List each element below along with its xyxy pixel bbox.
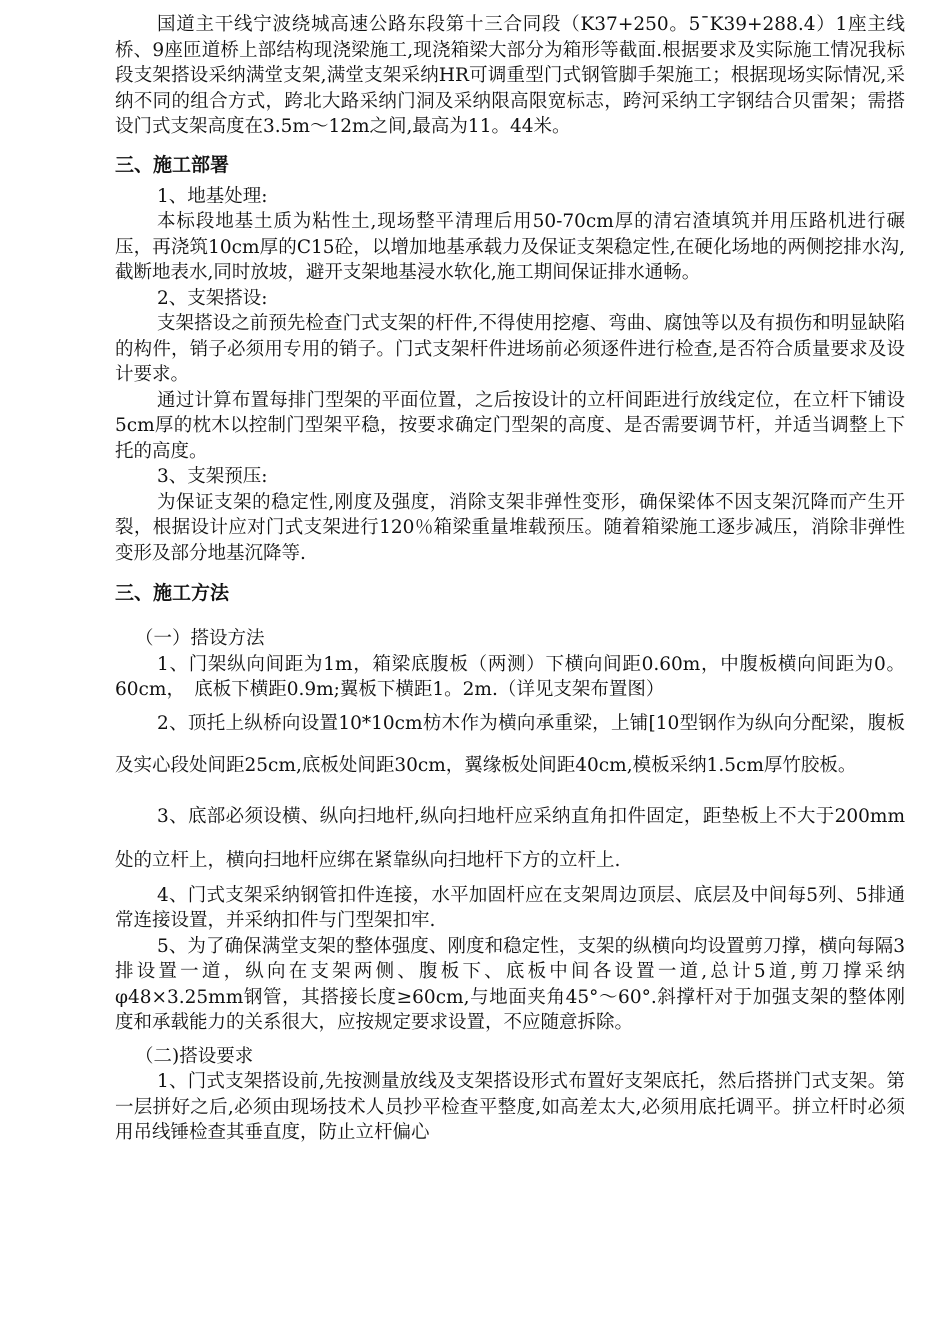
document-page	[115, 12, 905, 1146]
method-item-4: 4、门式支架采纳钢管扣件连接，水平加固杆应在支架周边顶层、底层及中间每5列、5排通常连接设置，并采纳扣件与门型架扣牢.	[115, 884, 905, 931]
subheading-foundation: 1、地基处理:	[157, 185, 268, 207]
requirement-item-1: 1、门式支架搭设前,先按测量放线及支架搭设形式布置好支架底托，然后搭拼门式支架。第一层拼好之后,必须由现场技术人员抄平检查平整度,如高差太大,必须用底托调平。拼立杆时必须用吊线锤检查其垂直度，防止立杆偏心	[115, 1071, 905, 1143]
subsection-title-requirements: （二)搭设要求	[135, 1045, 254, 1067]
subsection-title-erection-method: （一）搭设方法	[135, 628, 265, 649]
subheading-erection: 2、支架搭设:	[157, 287, 268, 309]
section-title-deployment: 三、施工部署	[115, 153, 230, 176]
paragraph-erection-2: 通过计算布置每排门型架的平面位置，之后按设计的立杆间距进行放线定位，在立杆下铺设5cm厚的枕木以控制门型架平稳，按要求确定门型架的高度、是否需要调节杆，并适当调整上下托的高度。	[115, 389, 905, 462]
method-item-5: 5、为了确保满堂支架的整体强度、刚度和稳定性，支架的纵横向均设置剪刀撑，横向每隔3排设置一道，纵向在支架两侧、腹板下、底板中间各设置一道,总计5道,剪刀撑采纳 φ48×3.25mm钢管，其搭接长度≥60cm,与地面夹角45°～60°.斜撑杆对于加强支架的整体刚度和承载能力的关系很大，应按规定要求设置，不应随意拆除。	[115, 935, 905, 1033]
subheading-preload: 3、支架预压:	[157, 466, 268, 487]
paragraph-erection-1: 支架搭设之前预先检查门式支架的杆件,不得使用挖瘪、弯曲、腐蚀等以及有损伤和明显缺陷的构件，销子必须用专用的销子。门式支架杆件进场前必须逐件进行检查,是否符合质量要求及设计要求。	[115, 313, 905, 385]
section-title-method: 三、施工方法	[115, 582, 230, 604]
method-item-2: 2、顶托上纵桥向设置10*10cm枋木作为横向承重梁，上铺[10型钢作为纵向分配梁，腹板及实心段处间距25cm,底板处间距30cm，翼缘板处间距40cm,模板采纳1.5cm厚竹胶板。	[115, 712, 905, 776]
method-item-1: 1、门架纵向间距为1m，箱梁底腹板（两测）下横向间距0.60m，中腹板横向间距为0。60cm， 底板下横距0.9m;翼板下横距1。2m.（详见支架布置图）	[115, 653, 905, 700]
paragraph-preload: 为保证支架的稳定性,刚度及强度，消除支架非弹性变形，确保梁体不因支架沉降而产生开裂，根据设计应对门式支架进行120％箱梁重量堆载预压。随着箱梁施工逐步减压，消除非弹性变形及部分地基沉降等.	[115, 491, 905, 564]
method-item-3: 3、底部必须设横、纵向扫地杆,纵向扫地杆应采纳直角扣件固定，距垫板上不大于200mm 处的立杆上，横向扫地杆应绑在紧靠纵向扫地杆下方的立杆上.	[115, 805, 905, 871]
intro-paragraph: 国道主干线宁波绕城高速公路东段第十三合同段（K37+250。5¯K39+288.4）1座主线桥、9座匝道桥上部结构现浇梁施工,现浇箱梁大部分为箱形等截面.根据要求及实际施工情况我标段支架搭设采纳满堂支架,满堂支架采纳HR可调重型门式钢管脚手架施工；根据现场实际情况,采纳不同的组合方式，跨北大路采纳门洞及采纳限高限宽标志，跨河采纳工字钢结合贝雷架；需搭设门式支架高度在3.5m～12m之间,最高为11。44米。	[115, 14, 905, 137]
paragraph-foundation: 本标段地基土质为粘性土,现场整平清理后用50-70cm厚的清宕渣填筑并用压路机进行碾压，再浇筑10cm厚的C15砼，以增加地基承载力及保证支架稳定性,在硬化场地的两侧挖排水沟,截断地表水,同时放坡，避开支架地基浸水软化,施工期间保证排水通畅。	[115, 211, 905, 283]
